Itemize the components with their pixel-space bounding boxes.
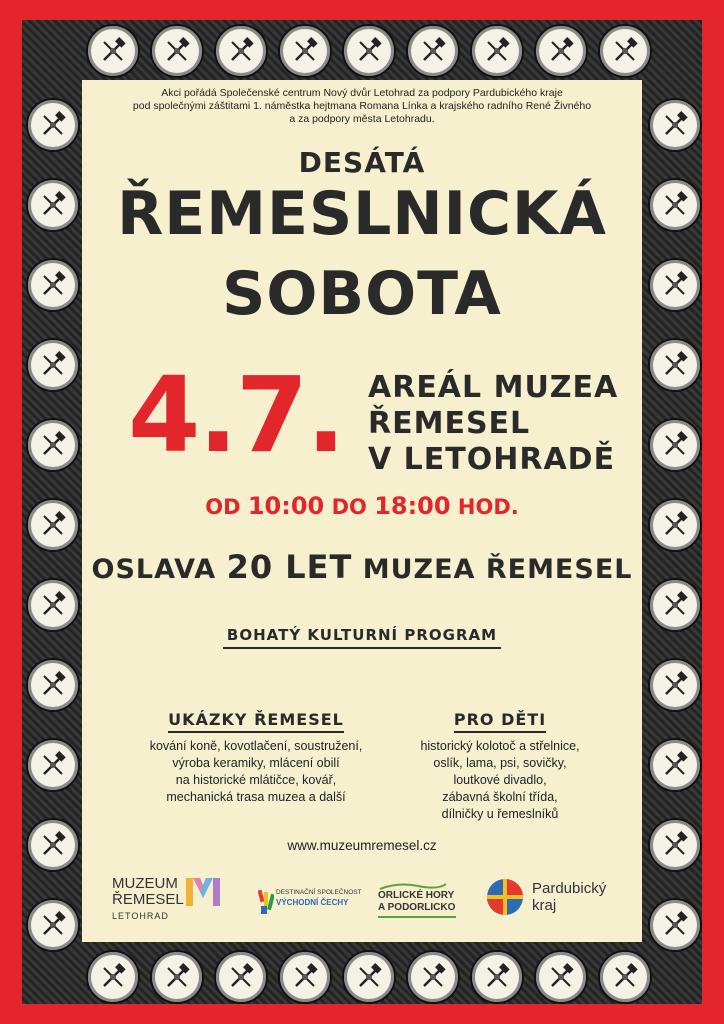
crafts-list — [108, 738, 404, 806]
craft-medallion — [648, 578, 702, 632]
craft-tool-icon — [418, 962, 448, 992]
craft-medallion — [598, 950, 652, 1004]
kids-line: historický kolotoč a střelnice, — [420, 739, 580, 753]
website-link[interactable]: www.muzeumremesel.cz — [287, 838, 437, 853]
craft-medallion — [598, 24, 652, 78]
venue-line: AREÁL MUZEA — [368, 370, 619, 405]
craft-medallion — [278, 24, 332, 78]
craft-tool-icon — [660, 110, 690, 140]
orlicke-logo-icon — [378, 882, 448, 890]
program-title: BOHATÝ KULTURNÍ PROGRAM — [223, 626, 501, 649]
organizer-note-line: Akci pořádá Společenské centrum Nový dvůr Letohrad za podpory Pardubického kraje — [161, 87, 563, 99]
craft-medallion — [26, 418, 80, 472]
vc-name: VÝCHODNÍ ČECHY — [276, 898, 349, 907]
organizer-note — [90, 87, 634, 126]
craft-medallion — [648, 738, 702, 792]
craft-tool-icon — [660, 590, 690, 620]
crafts-title: UKÁZKY ŘEMESEL — [168, 710, 344, 733]
craft-medallion — [26, 658, 80, 712]
craft-tool-icon — [660, 350, 690, 380]
craft-medallion — [648, 98, 702, 152]
event-hours — [0, 492, 724, 520]
craft-medallion — [534, 24, 588, 78]
craft-tool-icon — [98, 36, 128, 66]
kids-heading — [440, 710, 560, 729]
celebration-pre: OSLAVA — [91, 554, 217, 585]
craft-tool-icon — [660, 750, 690, 780]
craft-tool-icon — [38, 750, 68, 780]
title-line-1: ŘEMESLNICKÁ — [117, 179, 607, 249]
organizer-note-line: a za podpory města Letohradu. — [289, 113, 435, 125]
crafts-heading — [166, 710, 346, 729]
kids-list — [398, 738, 602, 823]
event-date: 4.7. — [128, 354, 344, 476]
craft-medallion — [470, 24, 524, 78]
muzeum-remesel-logo — [112, 876, 184, 924]
craft-medallion — [26, 898, 80, 952]
celebration-post: MUZEA ŘEMESEL — [362, 554, 633, 585]
craft-tool-icon — [38, 430, 68, 460]
venue-line: ŘEMESEL — [368, 406, 531, 441]
pardubicky-kraj-logo-icon — [486, 878, 524, 916]
program-heading — [0, 626, 724, 644]
pk-line: kraj — [532, 897, 557, 914]
crafts-line: mechanická trasa muzea a další — [166, 790, 346, 804]
orlicke-underline — [378, 916, 456, 918]
orlicke-line: A PODORLICKO — [378, 902, 456, 913]
craft-tool-icon — [354, 36, 384, 66]
craft-medallion — [648, 898, 702, 952]
craft-medallion — [406, 950, 460, 1004]
venue — [368, 370, 618, 478]
venue-line: V LETOHRADĚ — [368, 442, 616, 477]
craft-tool-icon — [482, 36, 512, 66]
craft-medallion — [150, 24, 204, 78]
kids-line: oslík, lama, psi, sovičky, — [433, 756, 567, 770]
craft-tool-icon — [162, 962, 192, 992]
vychodni-cechy-logo — [258, 888, 362, 908]
craft-medallion — [26, 98, 80, 152]
pardubicky-kraj-logo — [486, 878, 606, 914]
craft-medallion — [26, 578, 80, 632]
crafts-line: na historické mlátičce, kovář, — [175, 773, 337, 787]
craft-tool-icon — [290, 962, 320, 992]
craft-tool-icon — [482, 962, 512, 992]
craft-medallion — [470, 950, 524, 1004]
craft-medallion — [214, 24, 268, 78]
organizer-note-line: pod společnými záštitami 1. náměstka hejtmana Romana Línka a krajského radního René Živného — [132, 100, 592, 112]
kids-title: PRO DĚTI — [454, 710, 546, 733]
craft-tool-icon — [546, 962, 576, 992]
craft-tool-icon — [660, 430, 690, 460]
kids-line: loutkové divadlo, — [453, 773, 547, 787]
craft-medallion — [648, 418, 702, 472]
craft-medallion — [342, 950, 396, 1004]
craft-tool-icon — [546, 36, 576, 66]
hours-from-word: OD — [205, 495, 241, 519]
crafts-line: kování koně, kovotlačení, soustružení, — [149, 739, 363, 753]
craft-tool-icon — [418, 36, 448, 66]
craft-tool-icon — [610, 36, 640, 66]
celebration-big: 20 LET — [226, 548, 353, 586]
craft-tool-icon — [38, 670, 68, 700]
craft-tool-icon — [162, 36, 192, 66]
pk-line: Pardubický — [532, 880, 607, 897]
craft-medallion — [342, 24, 396, 78]
celebration-line — [0, 548, 724, 586]
craft-tool-icon — [660, 670, 690, 700]
ordinal-heading: DESÁTÁ — [298, 146, 426, 179]
craft-medallion — [214, 950, 268, 1004]
vc-small-text: DESTINAČNÍ SPOLEČNOST — [276, 889, 362, 896]
hours-from: 10:00 — [247, 492, 325, 520]
muzeum-m-logo-icon — [186, 878, 220, 906]
muzeum-logo-sub: LETOHRAD — [112, 911, 169, 921]
hours-to: 18:00 — [374, 492, 451, 520]
muzeum-logo-line: ŘEMESEL — [112, 891, 184, 908]
craft-tool-icon — [290, 36, 320, 66]
craft-medallion — [150, 950, 204, 1004]
craft-tool-icon — [38, 910, 68, 940]
kids-line: dílničky u řemeslníků — [441, 807, 559, 821]
craft-medallion — [26, 338, 80, 392]
craft-tool-icon — [660, 910, 690, 940]
craft-tool-icon — [38, 350, 68, 380]
craft-medallion — [26, 738, 80, 792]
craft-medallion — [86, 24, 140, 78]
craft-tool-icon — [354, 962, 384, 992]
craft-tool-icon — [226, 962, 256, 992]
hours-to-word: DO — [331, 495, 367, 519]
craft-medallion — [648, 658, 702, 712]
craft-tool-icon — [610, 962, 640, 992]
kids-line: zábavná školní třída, — [442, 790, 558, 804]
craft-medallion — [86, 950, 140, 1004]
title-line-2: SOBOTA — [222, 259, 502, 329]
hours-suffix: HOD. — [457, 495, 519, 519]
vc-logo-icon — [258, 888, 274, 916]
craft-medallion — [648, 338, 702, 392]
muzeum-logo-line: MUZEUM — [112, 875, 178, 892]
craft-medallion — [278, 950, 332, 1004]
craft-medallion — [406, 24, 460, 78]
crafts-line: výroba keramiky, mlácení obilí — [172, 756, 340, 770]
craft-tool-icon — [98, 962, 128, 992]
craft-tool-icon — [226, 36, 256, 66]
orlicke-hory-logo — [378, 882, 456, 918]
craft-tool-icon — [38, 110, 68, 140]
orlicke-line: ORLICKÉ HORY — [378, 890, 455, 901]
craft-tool-icon — [38, 590, 68, 620]
craft-medallion — [534, 950, 588, 1004]
